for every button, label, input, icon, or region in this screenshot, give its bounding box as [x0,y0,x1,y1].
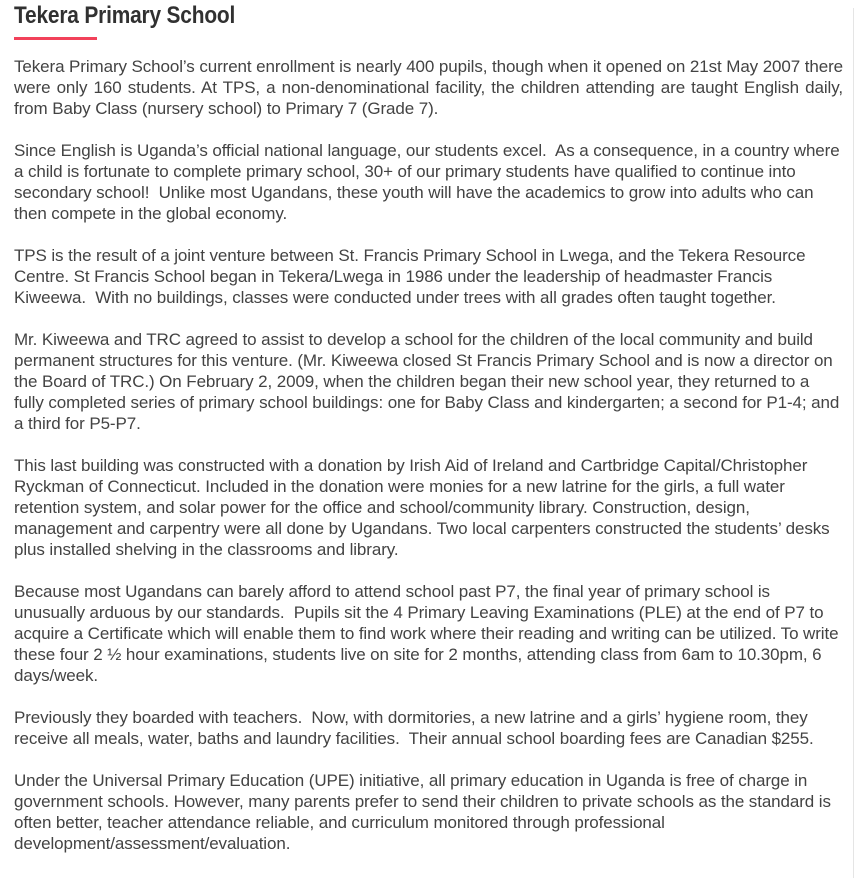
title-underline [14,37,97,40]
paragraph: Mr. Kiweewa and TRC agreed to assist to develop a school for the children of the local community and build permanent structures for this venture. (Mr. Kiweewa closed St Francis Primary School and is now a director on the Board of TRC.) On February 2, 2009, when the children began their new school year, they returned to a fully completed series of primary school buildings: one for Baby Class and kindergarten; a second for P1-4; and a third for P5-P7. [14,330,844,433]
paragraph: This last building was constructed with a donation by Irish Aid of Ireland and Cartbridge Capital/Christopher Ryckman of Connecticut. Included in the donation were monies for a new latrine for the girls, a full water retention system, and solar power for the office and school/community library. Construction, design, management and carpentry were all done by Ugandans. Two local carpenters constructed the students’ desks plus installed shelving in the classrooms and library. [14,456,835,559]
paragraph: Since English is Uganda’s official national language, our students excel. As a consequence, in a country where a child is fortunate to complete primary school, 30+ of our primary students have qualified to continue into secondary school! Unlike most Ugandans, these youth will have the academics to grow into adults who can then compete in the global economy. [14,141,845,223]
content-right-divider [853,8,854,878]
page-title: Tekera Primary School [14,2,236,29]
paragraph: Because most Ugandans can barely afford to attend school past P7, the final year of primary school is unusually arduous by our standards. Pupils sit the 4 Primary Leaving Examinations (PLE) at the end of P7 to acquire a Certificate which will enable them to find work where their reading and writing can be utilized. To write these four 2 ½ hour examinations, students live on site for 2 months, attending class from 6am to 10.30pm, 6 days/week. [14,582,844,685]
paragraph: Previously they boarded with teachers. Now, with dormitories, a new latrine and a girls’ hygiene room, they receive all meals, water, baths and laundry facilities. Their annual school boarding fees are Canadian $255. [14,708,814,748]
paragraph: Under the Universal Primary Education (UPE) initiative, all primary education in Uganda is free of charge in government schools. However, many parents prefer to send their children to private schools as the standard is often better, teacher attendance reliable, and curriculum monitored through professional development/assessment/evaluation. [14,771,836,853]
paragraph: Tekera Primary School’s current enrollment is nearly 400 pupils, though when it opened on 21st May 2007 there were only 160 students. At TPS, a non-denominational facility, the children attending are taught English daily, from Baby Class (nursery school) to Primary 7 (Grade 7). [14,57,848,118]
paragraph: TPS is the result of a joint venture between St. Francis Primary School in Lwega, and the Tekera Resource Centre. St Francis School began in Tekera/Lwega in 1986 under the leadership of headmaster Francis Kiweewa. With no buildings, classes were conducted under trees with all grades often taught together. [14,246,811,307]
article [14,0,848,875]
